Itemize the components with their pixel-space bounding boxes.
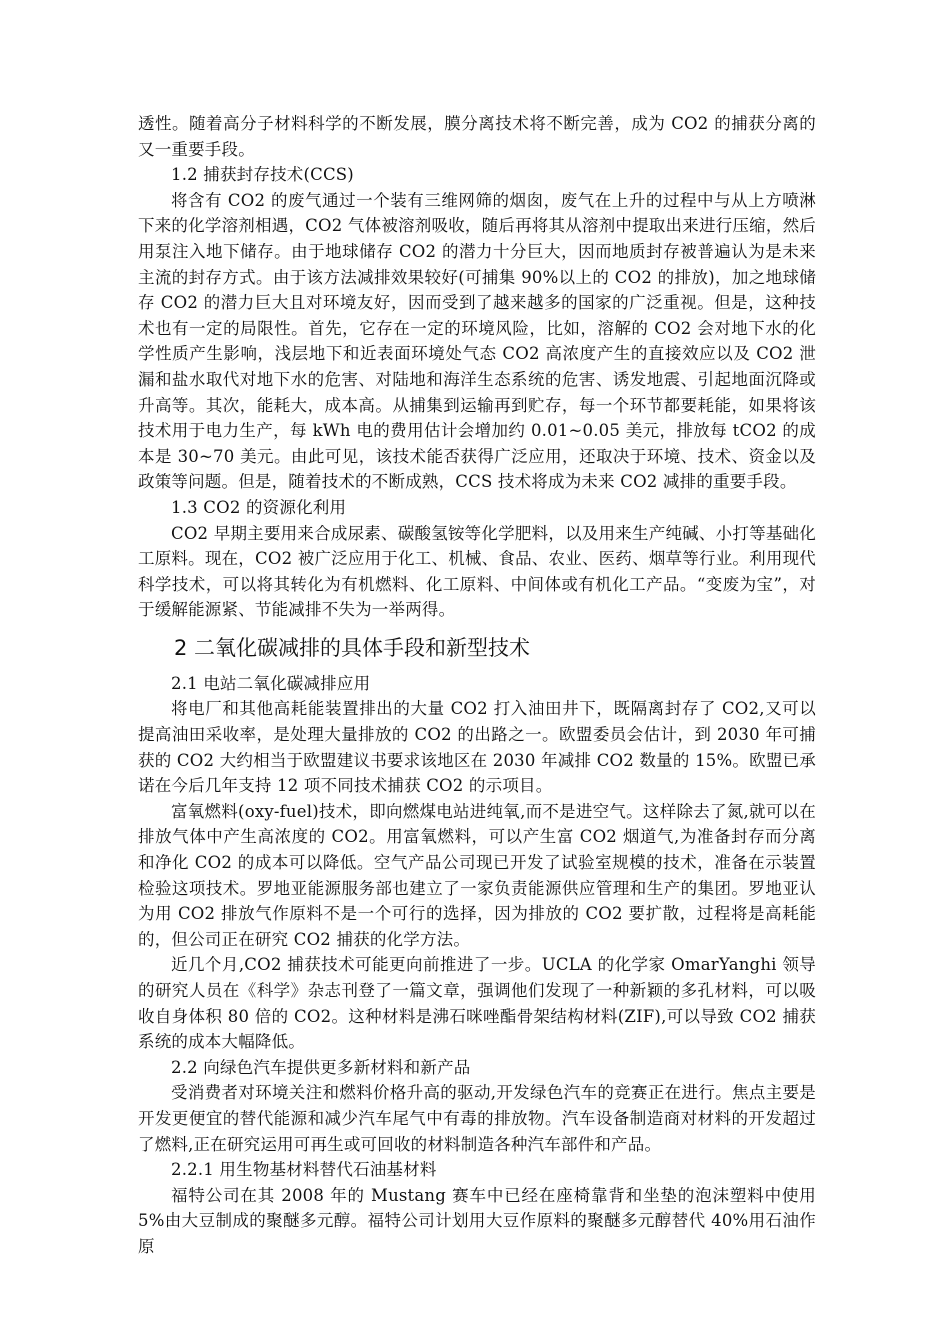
document-page (138, 111, 816, 1260)
paragraph-intro: 透性。随着高分子材料科学的不断发展，膜分离技术将不断完善，成为 CO2 的捕获分离的又一重要手段。 (138, 114, 816, 159)
paragraph-ccs: 将含有 CO2 的废气通过一个装有三维网筛的烟囱，废气在上升的过程中与从上方喷淋下来的化学溶剂相遇，CO2 气体被溶剂吸收，随后再将其从溶剂中提取出来进行压缩，然后用泵注入地下储存。由于地球储存 CO2 的潜力十分巨大，因而地质封存被普遍认为是未来主流的封存方式。由于该方法减排效果较好(可捕集 90%以上的 CO2 的排放)，加之地球储存 CO2 的潜力巨大且对环境友好，因而受到了越来越多的国家的广泛重视。但是，这种技术也有一定的局限性。首先，它存在一定的环境风险，比如，溶解的 CO2 会对地下水的化学性质产生影响，浅层地下和近表面环境处气态 CO2 高浓度产生的直接效应以及 CO2 泄漏和盐水取代对地下水的危害、对陆地和海洋生态系统的危害、诱发地震、引起地面沉降或升高等。其次，能耗大，成本高。从捕集到运输再到贮存，每一个环节都要耗能，如果将该技术用于电力生产，每 kWh 电的费用估计会增加约 0.01~0.05 美元，排放每 tCO2 的成本是 30~70 美元。由此可见，该技术能否获得广泛应用，还取决于环境、技术、资金以及政策等问题。但是，随着技术的不断成熟，CCS 技术将成为未来 CO2 减排的重要手段。 (138, 190, 816, 492)
section-heading-1-2: 1.2 捕获封存技术(CCS) (171, 165, 354, 185)
section-heading-2-1: 2.1 电站二氧化碳减排应用 (171, 673, 371, 693)
paragraph-zif: 近几个月,CO2 捕获技术可能更向前推进了一步。UCLA 的化学家 OmarYanghi 领导的研究人员在《科学》杂志刊登了一篇文章，强调他们发现了一种新颖的多孔材料，可以吸收自身体积 80 倍的 CO2。这种材料是沸石咪唑酯骨架结构材料(ZIF),可以导致 CO2 捕获系统的成本大幅降低。 (138, 955, 816, 1052)
section-heading-1-3: 1.3 CO2 的资源化利用 (171, 497, 347, 517)
section-heading-2-2: 2.2 向绿色汽车提供更多新材料和新产品 (171, 1057, 471, 1077)
paragraph-power-plant: 将电厂和其他高耗能装置排出的大量 CO2 打入油田井下，既隔离封存了 CO2,又可以提高油田采收率，是处理大量排放的 CO2 的出路之一。欧盟委员会估计，到 2030 年可捕获的 CO2 大约相当于欧盟建议书要求该地区在 2030 年减排 CO2 数量的 15%。欧盟已承诺在今后几年支持 12 项不同技术捕获 CO2 的示项目。 (138, 699, 816, 796)
section-heading-2-2-1: 2.2.1 用生物基材料替代石油基材料 (171, 1160, 437, 1180)
paragraph-oxy-fuel: 富氧燃料(oxy-fuel)技术，即向燃煤电站进纯氧,而不是进空气。这样除去了氮,就可以在排放气体中产生高浓度的 CO2。用富氧燃料，可以产生富 CO2 烟道气,为准备封存而分离和净化 CO2 的成本可以降低。空气产品公司现已开发了试验室规模的技术，准备在示装置检验这项技术。罗地亚能源服务部也建立了一家负责能源供应管理和生产的集团。罗地亚认为用 CO2 排放气作原料不是一个可行的选择，因为排放的 CO2 要扩散，过程将是高耗能的，但公司正在研究 CO2 捕获的化学方法。 (138, 801, 816, 949)
paragraph-bio-materials: 福特公司在其 2008 年的 Mustang 赛车中已经在座椅靠背和坐垫的泡沫塑料中使用 5%由大豆制成的聚醚多元醇。福特公司计划用大豆作原料的聚醚多元醇替代 40%用石油作原 (138, 1185, 816, 1256)
chapter-heading-2: 2 二氧化碳减排的具体手段和新型技术 (174, 635, 531, 660)
paragraph-co2-utilization: CO2 早期主要用来合成尿素、碳酸氢铵等化学肥料，以及用来生产纯碱、小打等基础化工原料。现在，CO2 被广泛应用于化工、机械、食品、农业、医药、烟草等行业。利用现代科学技术，可以将其转化为有机燃料、化工原料、中间体或有机化工产品。“变废为宝”，对于缓解能源紧、节能减排不失为一举两得。 (138, 523, 816, 620)
paragraph-green-cars: 受消费者对环境关注和燃料价格升高的驱动,开发绿色汽车的竞赛正在进行。焦点主要是开发更便宜的替代能源和减少汽车尾气中有毒的排放物。汽车设备制造商对材料的开发超过了燃料,正在研究运用可再生或可回收的材料制造各种汽车部件和产品。 (138, 1083, 816, 1154)
